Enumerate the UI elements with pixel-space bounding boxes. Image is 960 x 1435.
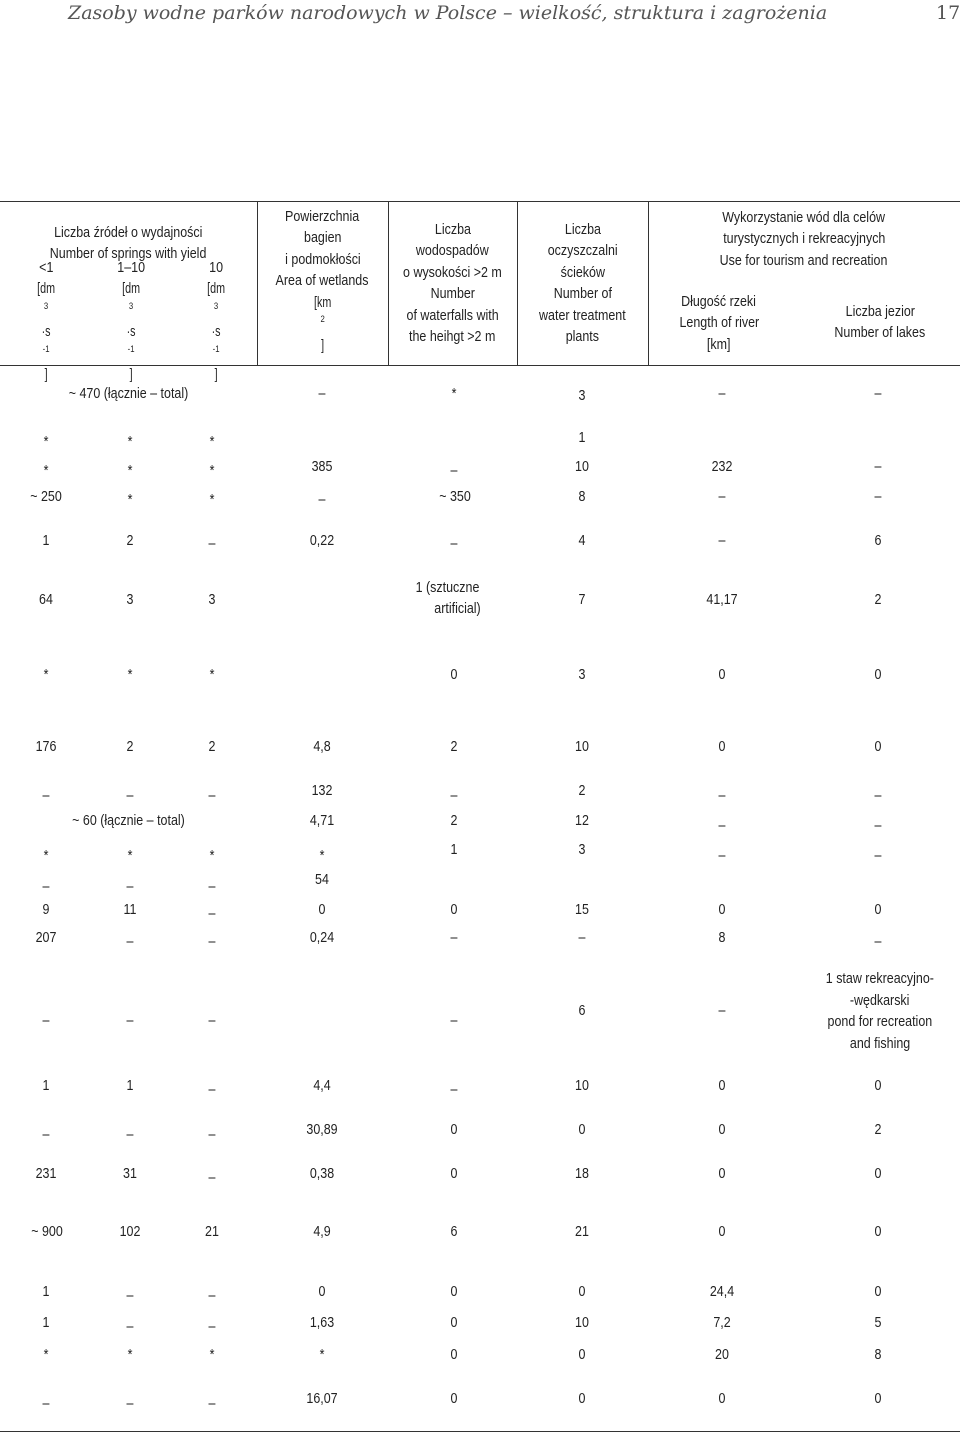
table-cell: – — [208, 933, 216, 950]
table-cell: 6 — [578, 1002, 586, 1019]
table-cell: 1 — [42, 1314, 50, 1331]
table-cell: – — [126, 1126, 134, 1143]
table-cell: ~ 350 — [439, 488, 471, 505]
table-cell: 3 — [578, 666, 586, 683]
table-cell: 0 — [874, 1165, 882, 1182]
table-cell: 8 — [578, 488, 586, 505]
table-cell: ~ 60 (łącznie – total) — [72, 812, 185, 829]
table-cell: – — [718, 1002, 726, 1019]
table-cell: – — [718, 385, 726, 402]
table-cell: 0 — [718, 1390, 726, 1407]
table-cell: 8 — [874, 1346, 882, 1363]
table-cell: 0 — [874, 1223, 882, 1240]
table-cell: 4,71 — [309, 812, 335, 829]
header-springs-group: Liczba źródeł o wydajności Number of springs with yield — [50, 224, 207, 262]
table-cell: 2 — [578, 782, 586, 799]
table-cell: * — [127, 462, 133, 479]
table-cell: 6 — [874, 532, 882, 549]
table-cell: 0 — [450, 1283, 458, 1300]
table-cell: * — [451, 385, 457, 402]
table-cell: – — [450, 1012, 458, 1029]
table-cell: 64 — [39, 591, 53, 608]
table-cell: 4,8 — [313, 738, 331, 755]
table-cell: 1 — [578, 429, 586, 446]
table-cell: 2 — [450, 738, 458, 755]
table-cell: – — [874, 488, 882, 505]
page-header — [0, 0, 960, 34]
table-cell: – — [318, 385, 326, 402]
table-cell: 2 — [874, 591, 882, 608]
table-cell: 102 — [119, 1223, 141, 1240]
table-cell: 8 — [718, 929, 726, 946]
table-cell: 2 — [450, 812, 458, 829]
table-cell: 4,4 — [313, 1077, 331, 1094]
table-cell: – — [208, 535, 216, 552]
table-cell: 0 — [450, 1346, 458, 1363]
table-cell: 1 — [450, 841, 458, 858]
header-waterfalls: Liczba wodospadów o wysokości >2 m Number of waterfalls with the heihgt >2 m — [403, 221, 502, 345]
table-cell: * — [209, 462, 215, 479]
table-cell: – — [208, 1169, 216, 1186]
table-cell: – — [718, 532, 726, 549]
table-cell: – — [450, 535, 458, 552]
table-cell: 0 — [318, 901, 326, 918]
table-cell: 0 — [874, 1077, 882, 1094]
table-cell: 1,63 — [309, 1314, 335, 1331]
table-cell: 2 — [874, 1121, 882, 1138]
table-cell: * — [43, 462, 49, 479]
table-cell: 1 — [42, 1077, 50, 1094]
table-cell: 232 — [711, 458, 733, 475]
table-rule — [0, 201, 960, 202]
table-cell: 0 — [718, 738, 726, 755]
table-cell: 0 — [874, 1390, 882, 1407]
table-cell: 41,17 — [706, 591, 738, 608]
table-cell: 10 — [575, 1077, 589, 1094]
table-cell: 1 — [42, 1283, 50, 1300]
table-cell: 21 — [205, 1223, 219, 1240]
table-cell: ~ 250 — [30, 488, 62, 505]
table-cell: – — [126, 1287, 134, 1304]
table-rule — [0, 1431, 960, 1432]
table-cell: * — [209, 847, 215, 864]
table-cell: – — [874, 847, 882, 864]
table-cell: 0 — [874, 738, 882, 755]
table-cell: 1 (sztuczne — [415, 579, 480, 596]
table-cell: 2 — [126, 532, 134, 549]
table-cell: 0 — [874, 666, 882, 683]
table-cell: 6 — [450, 1223, 458, 1240]
table-cell: 0 — [578, 1390, 586, 1407]
table-cell: 0 — [718, 1165, 726, 1182]
table-cell: 7,2 — [713, 1314, 731, 1331]
table-cell: – — [718, 817, 726, 834]
table-cell: * — [319, 847, 325, 864]
table-cell: * — [127, 847, 133, 864]
table-cell: 1 staw rekreacyjno- -wędkarski pond for recreation and fishing — [825, 971, 935, 1052]
table-cell: 3 — [578, 387, 586, 404]
table-cell: – — [450, 929, 458, 946]
table-cell: 2 — [208, 738, 216, 755]
header-lakes: Liczba jezior Number of lakes — [834, 303, 926, 341]
table-cell: – — [718, 488, 726, 505]
table-cell: – — [208, 1287, 216, 1304]
table-cell: 1 — [42, 532, 50, 549]
table-cell: 1 — [126, 1077, 134, 1094]
table-cell: 0 — [318, 1283, 326, 1300]
table-cell: – — [208, 1318, 216, 1335]
table-cell: – — [42, 787, 50, 804]
table-cell: – — [126, 933, 134, 950]
table-cell: 10 — [575, 738, 589, 755]
table-cell: ~ 900 — [31, 1223, 63, 1240]
table-cell: – — [126, 878, 134, 895]
table-cell: – — [42, 1126, 50, 1143]
table-cell: * — [209, 1346, 215, 1363]
table-cell: 0,24 — [309, 929, 335, 946]
table-cell: 0,22 — [309, 532, 335, 549]
table-cell: – — [126, 1395, 134, 1412]
table-cell: ~ 470 (łącznie – total) — [68, 385, 189, 402]
table-cell: – — [874, 458, 882, 475]
table-cell: * — [127, 491, 133, 508]
header-tourism-group: Wykorzystanie wód dla celów turystycznych i rekreacyjnych Use for tourism and recreation — [720, 209, 888, 269]
table-cell: – — [874, 787, 882, 804]
table-cell: 31 — [123, 1165, 137, 1182]
table-cell: – — [450, 1081, 458, 1098]
table-cell: 16,07 — [306, 1390, 338, 1407]
header-river-length: Długość rzeki Length of river [km] — [679, 293, 759, 353]
table-cell: 0 — [718, 1077, 726, 1094]
table-cell: – — [578, 929, 586, 946]
table-cell: 5 — [874, 1314, 882, 1331]
table-cell: 0 — [450, 1314, 458, 1331]
table-cell: – — [718, 787, 726, 804]
table-cell: 3 — [208, 591, 216, 608]
table-cell: – — [208, 1126, 216, 1143]
table-cell: – — [42, 1012, 50, 1029]
table-cell: * — [127, 666, 133, 683]
table-cell: – — [208, 1081, 216, 1098]
header-wetlands: Powierzchnia bagien i podmokłości Area of wetlands [km $^2$ ] — [276, 208, 369, 354]
table-cell: – — [450, 787, 458, 804]
table-cell: 231 — [35, 1165, 57, 1182]
table-cell: 132 — [311, 782, 333, 799]
table-cell: 11 — [123, 901, 137, 918]
table-cell: 0,38 — [309, 1165, 335, 1182]
table-cell: 0 — [578, 1283, 586, 1300]
table-cell: – — [874, 933, 882, 950]
table-cell: – — [208, 787, 216, 804]
table-cell: 15 — [575, 901, 589, 918]
table-cell: 12 — [575, 812, 589, 829]
table-cell: 54 — [315, 871, 329, 888]
table-cell: 10 — [575, 1314, 589, 1331]
table-cell: 0 — [578, 1121, 586, 1138]
table-cell: – — [42, 1395, 50, 1412]
header-treatment-plants: Liczba oczyszczalni ścieków Number of water treatment plants — [539, 221, 626, 345]
table-cell: 0 — [450, 1165, 458, 1182]
table-cell: – — [450, 462, 458, 479]
table-rule — [0, 365, 960, 366]
table-cell: – — [874, 817, 882, 834]
table-cell: 20 — [715, 1346, 729, 1363]
table-cell: 0 — [450, 666, 458, 683]
table-cell: 0 — [718, 1223, 726, 1240]
table-cell: 0 — [450, 1121, 458, 1138]
table-cell: 3 — [578, 841, 586, 858]
table-cell: – — [126, 787, 134, 804]
table-cell: 18 — [575, 1165, 589, 1182]
table-cell: * — [127, 433, 133, 450]
table-cell: 2 — [126, 738, 134, 755]
table-cell: 207 — [35, 929, 57, 946]
table-cell: * — [209, 433, 215, 450]
table-cell: * — [209, 666, 215, 683]
table-cell: 0 — [450, 901, 458, 918]
table-cell: * — [43, 847, 49, 864]
table-cell: – — [208, 878, 216, 895]
table-cell: 21 — [575, 1223, 589, 1240]
table-cell: 0 — [578, 1346, 586, 1363]
table-cell: 4 — [578, 532, 586, 549]
table-cell: – — [42, 878, 50, 895]
header-springs-1-10: 1–10 [dm $^3$ ·s $^{-1}$ ] — [117, 259, 145, 383]
table-cell: 176 — [35, 738, 57, 755]
table-cell: 0 — [874, 901, 882, 918]
table-cell: – — [208, 905, 216, 922]
table-cell: 0 — [718, 1121, 726, 1138]
table-cell: 24,4 — [709, 1283, 735, 1300]
table-cell: 30,89 — [306, 1121, 338, 1138]
table-cell: – — [874, 385, 882, 402]
table-cell: * — [127, 1346, 133, 1363]
table-cell: – — [208, 1012, 216, 1029]
table-cell: – — [718, 847, 726, 864]
table-cell: 0 — [718, 901, 726, 918]
table-cell: 10 — [575, 458, 589, 475]
table-cell: 7 — [578, 591, 586, 608]
table-cell: artificial) — [434, 600, 481, 617]
page-number: 17 — [936, 2, 960, 24]
table-cell: 0 — [874, 1283, 882, 1300]
table-cell: 3 — [126, 591, 134, 608]
table-cell: 9 — [42, 901, 50, 918]
table-cell: – — [318, 491, 326, 508]
page-title: Zasoby wodne parków narodowych w Polsce – wielkość, struktura i zagrożenia — [68, 2, 828, 24]
table-cell: 0 — [718, 666, 726, 683]
table-cell: – — [126, 1012, 134, 1029]
table-cell: * — [43, 433, 49, 450]
table-cell: * — [43, 1346, 49, 1363]
table-cell: * — [209, 491, 215, 508]
table-cell: 4,9 — [313, 1223, 331, 1240]
table-cell: 385 — [311, 458, 333, 475]
table-cell: * — [319, 1346, 325, 1363]
header-springs-lt1: <1 [dm $^3$ ·s $^{-1}$ ] — [37, 259, 55, 383]
header-springs-10: 10 [dm $^3$ ·s $^{-1}$ ] — [207, 259, 225, 383]
table-cell: – — [126, 1318, 134, 1335]
table-cell: – — [208, 1395, 216, 1412]
table-cell: 0 — [450, 1390, 458, 1407]
table-cell: * — [43, 666, 49, 683]
